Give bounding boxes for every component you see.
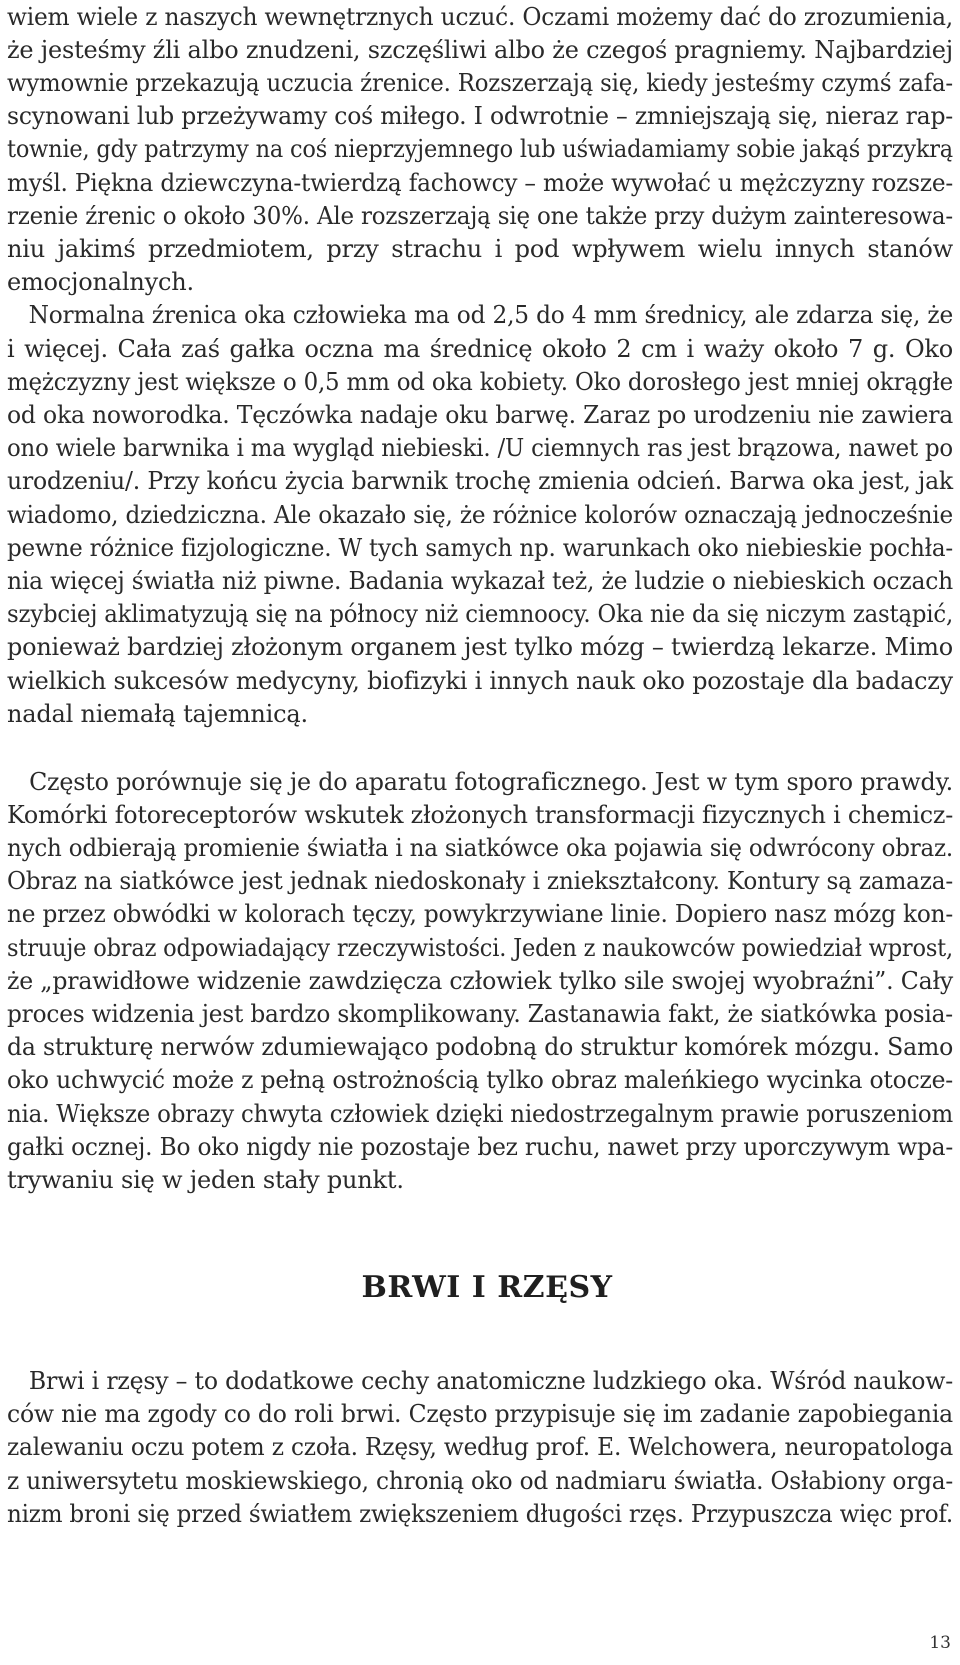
text-line: ponieważ bardziej złożonym organem jest tylko mózg – twierdzą lekarze. Mimo [7,633,954,661]
text-line: że „prawidłowe widzenie zawdzięcza człowiek tylko sile swojej wyobraźni”. Cały [7,967,954,995]
text-line: ono wiele barwnika i ma wygląd niebieski. /U ciemnych ras jest brązowa, nawet po [7,434,953,462]
text-line: Komórki fotoreceptorów wskutek złożonych transformacji fizycznych i chemicz- [7,801,954,829]
text-line: od oka noworodka. Tęczówka nadaje oku barwę. Zaraz po urodzeniu nie zawiera [7,401,954,429]
text-line: gałki ocznej. Bo oko nigdy nie pozostaje bez ruchu, nawet przy uporczywym wpa- [7,1133,954,1161]
text-line: z uniwersytetu moskiewskiego, chronią oko od nadmiaru światła. Osłabiony orga- [7,1467,954,1495]
text-line: oko uchwycić może z pełną ostrożnością tylko obraz maleńkiego wycinka otocze- [7,1066,954,1094]
text-line: scynowani lub przeżywamy coś miłego. I odwrotnie – zmniejszają się, nieraz rap- [7,102,954,130]
text-line: Normalna źrenica oka człowieka ma od 2,5 do 4 mm średnicy, ale zdarza się, że [7,301,954,329]
section-heading: BRWI I RZĘSY [361,1270,613,1305]
text-line: Często porównuje się je do aparatu fotograficznego. Jest w tym sporo prawdy. [7,768,953,796]
text-line: nia więcej światła niż piwne. Badania wykazał też, że ludzie o niebieskich oczach [7,567,954,595]
text-line: myśl. Piękna dziewczyna-twierdzą fachowcy – może wywołać u mężczyzny rozsze- [7,169,954,197]
text-line: nizm broni się przed światłem zwiększeniem długości rzęs. Przypuszcza więc prof. [7,1500,954,1528]
text-line: ców nie ma zgody co do roli brwi. Często przypisuje się im zadanie zapobiegania [7,1400,953,1428]
text-line: nadal niemałą tajemnicą. [7,700,308,728]
text-line: wiem wiele z naszych wewnętrznych uczuć. Oczami możemy dać do zrozumienia, [7,3,954,31]
text-line: struuje obraz odpowiadający rzeczywistości. Jeden z naukowców powiedział wprost, [7,934,954,962]
text-line: wymownie przekazują uczucia źrenice. Rozszerzają się, kiedy jesteśmy czymś zafa- [7,69,953,97]
text-line: i więcej. Cała zaś gałka oczna ma średnicę około 2 cm i waży około 7 g. Oko [7,335,954,363]
text-line: wielkich sukcesów medycyny, biofizyki i innych nauk oko pozostaje dla badaczy [7,667,953,695]
text-line: da strukturę nerwów zdumiewająco podobną do struktur komórek mózgu. Samo [7,1033,954,1061]
text-line: że jesteśmy źli albo znudzeni, szczęśliwi albo że czegoś pragniemy. Najbardziej [7,36,953,64]
text-line: mężczyzny jest większe o 0,5 mm od oka kobiety. Oko dorosłego jest mniej okrągłe [7,368,953,396]
text-line: nia. Większe obrazy chwyta człowiek dzięki niedostrzegalnym prawie poruszeniom [7,1100,953,1128]
text-line: urodzeniu/. Przy końcu życia barwnik trochę zmienia odcień. Barwa oka jest, jak [7,467,953,495]
text-line: Brwi i rzęsy – to dodatkowe cechy anatomiczne ludzkiego oka. Wśród naukow- [7,1367,954,1395]
text-line: nych odbierają promienie światła i na siatkówce oka pojawia się odwrócony obraz. [7,834,954,862]
text-line: pewne różnice fizjologiczne. W tych samych np. warunkach oko niebieskie pochła- [7,534,953,562]
text-line: rzenie źrenic o około 30%. Ale rozszerzają się one także przy dużym zainteresowa- [7,202,953,230]
text-line: niu jakimś przedmiotem, przy strachu i pod wpływem wielu innych stanów [7,235,953,263]
text-line: emocjonalnych. [7,268,194,296]
text-line: wiadomo, dziedziczna. Ale okazało się, że różnice kolorów oznaczają jednocześnie [7,501,954,529]
text-line: Obraz na siatkówce jest jednak niedoskonały i zniekształcony. Kontury są zamaza- [7,867,953,895]
text-line: ne przez obwódki w kolorach tęczy, powykrzywiane linie. Dopiero nasz mózg kon- [7,900,953,928]
text-line: szybciej aklimatyzują się na północy niż ciemnoocy. Oka nie da się niczym zastąpić, [7,600,954,628]
text-line: trywaniu się w jeden stały punkt. [7,1166,404,1194]
text-line: zalewaniu oczu potem z czoła. Rzęsy, według prof. E. Welchowera, neuropatologa [7,1433,954,1461]
page-number: 13 [929,1633,951,1653]
text-line: proces widzenia jest bardzo skomplikowany. Zastanawia fakt, że siatkówka posia- [7,1000,953,1028]
text-line: townie, gdy patrzymy na coś nieprzyjemnego lub uświadamiamy sobie jakąś przykrą [7,135,953,163]
